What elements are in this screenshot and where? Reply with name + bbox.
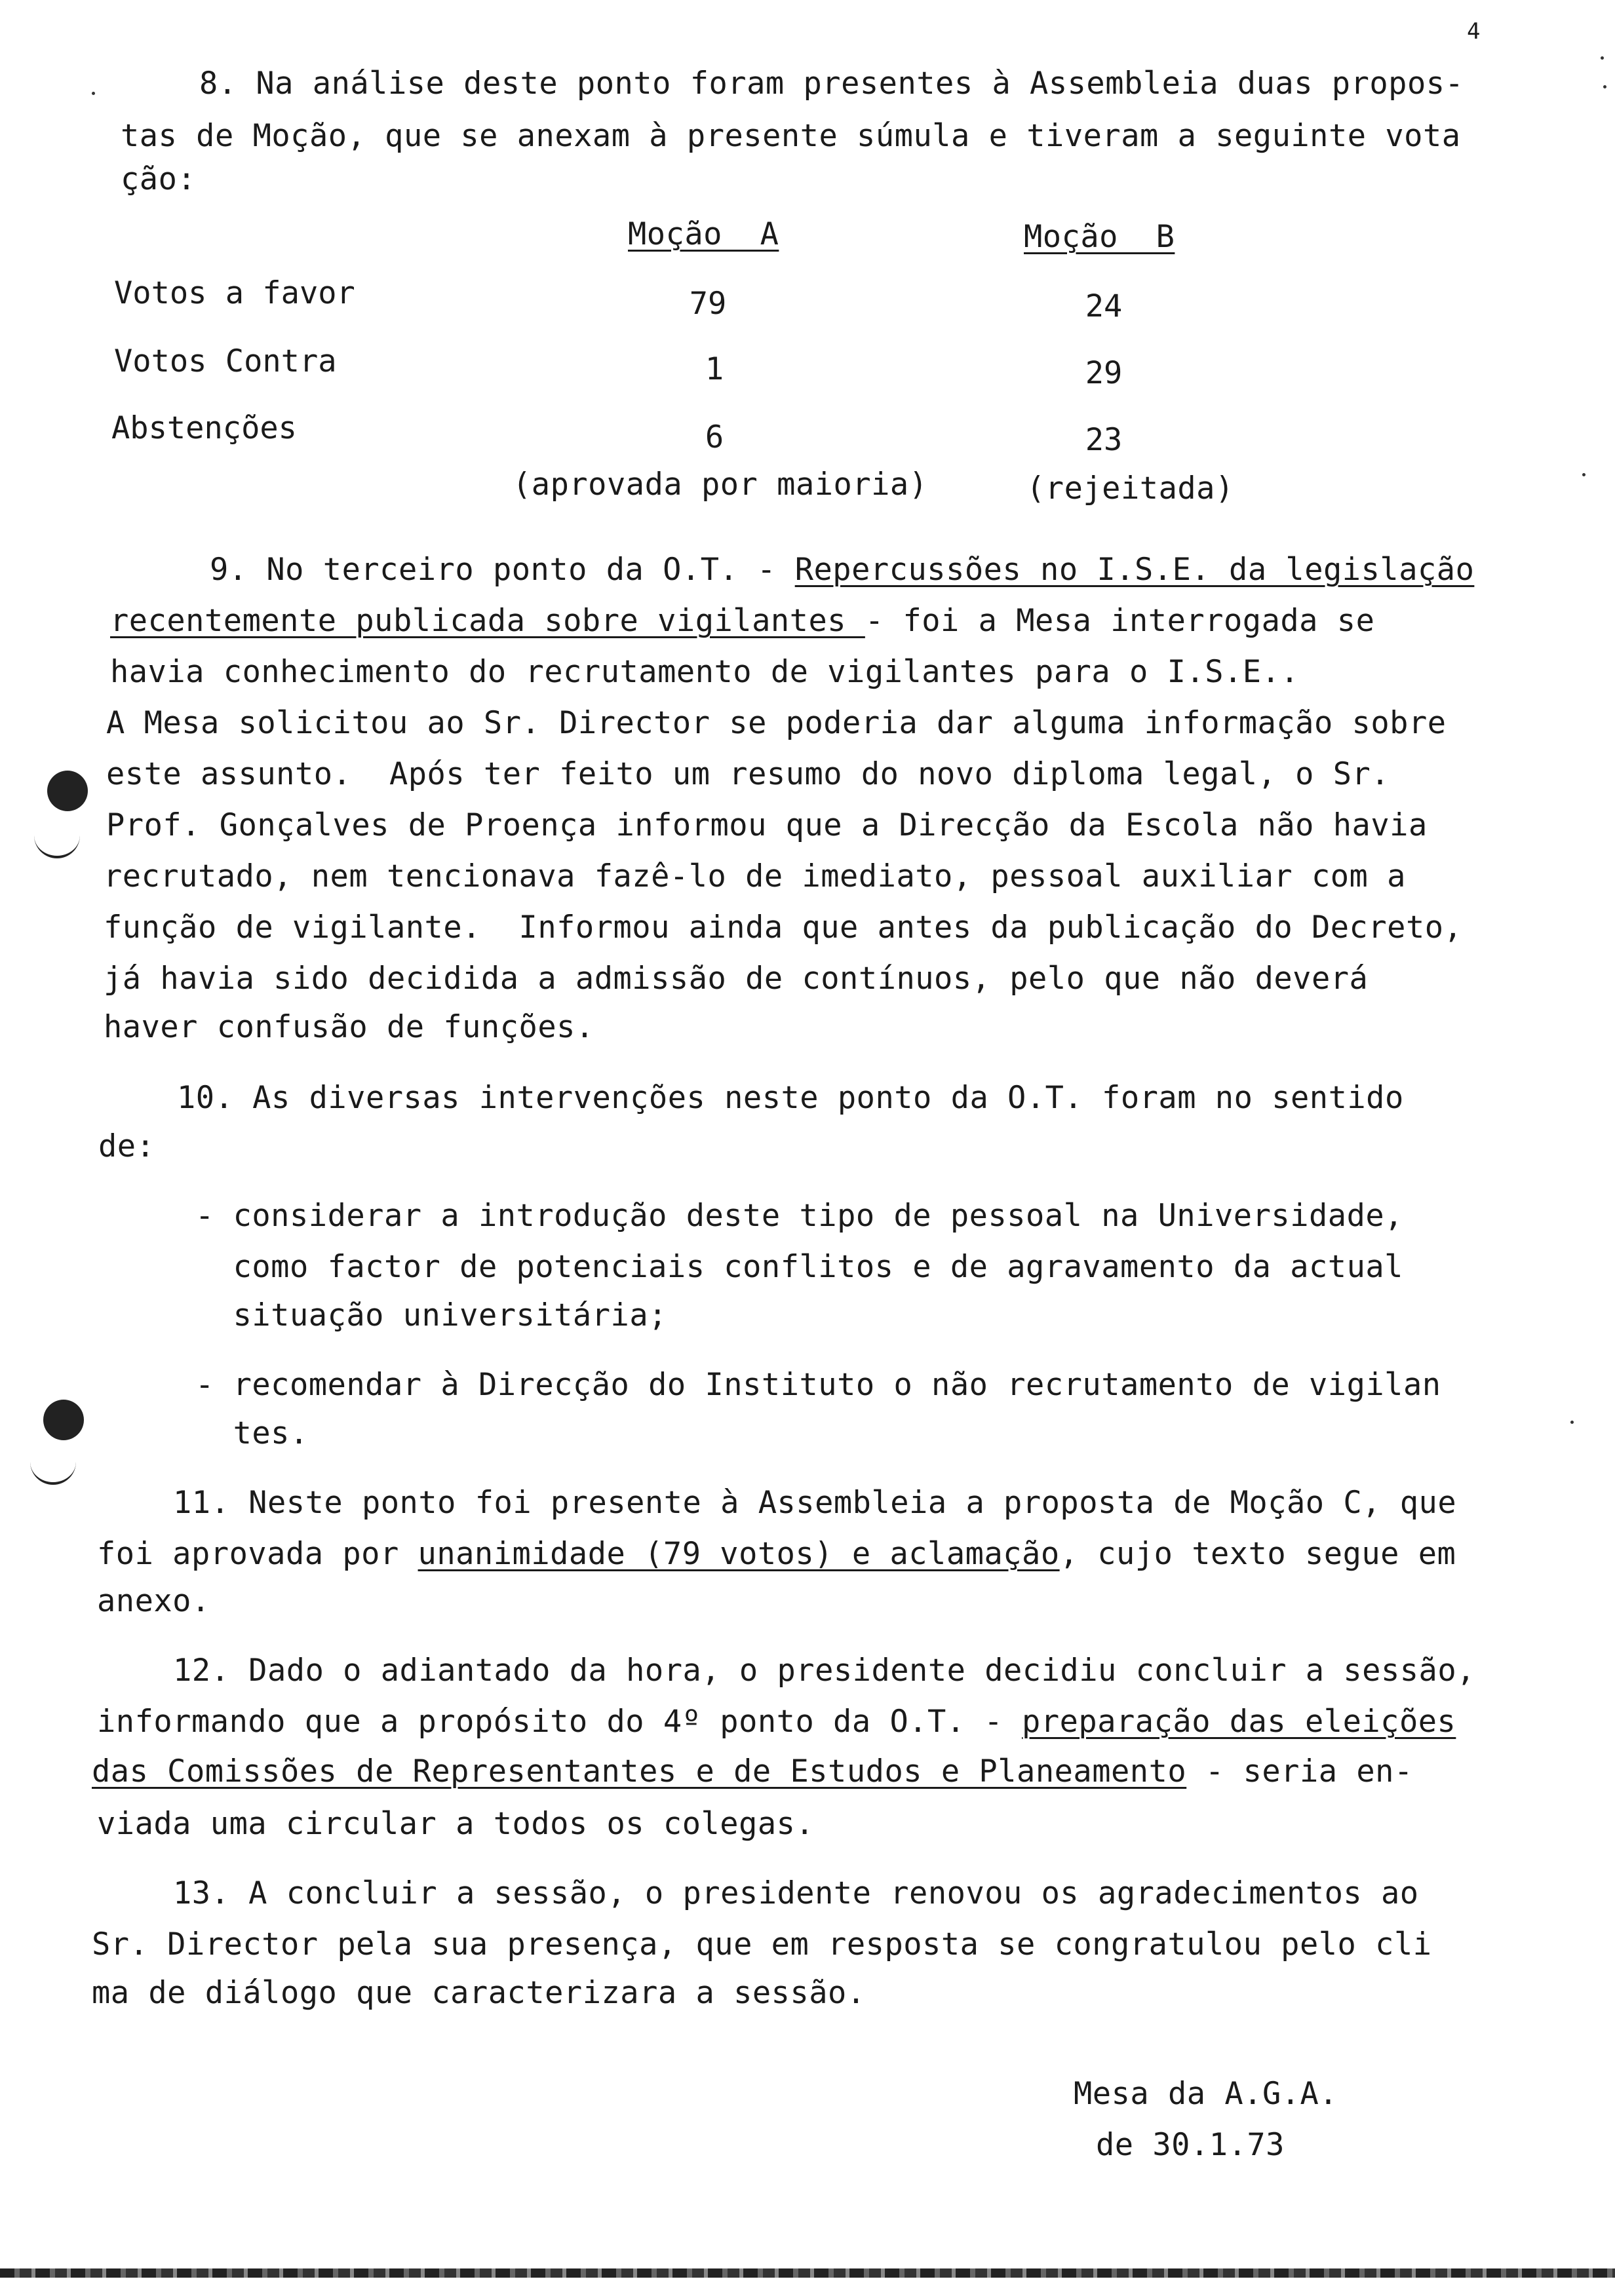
p9-line-7: recrutado, nem tencionava fazê-lo de imediato, pessoal auxiliar com a (104, 858, 1406, 894)
p10-line-1: 10. As diversas intervenções neste ponto da O.T. foram no sentido (177, 1080, 1404, 1116)
p10-line-2: de: (98, 1128, 155, 1164)
p12-underlined-topic: preparação das eleições (1022, 1704, 1456, 1740)
signature-line-1: Mesa da A.G.A. (1074, 2076, 1338, 2112)
p9-line-8: função de vigilante. Informou ainda que antes da publicação do Decreto, (104, 909, 1463, 946)
p12-line-3 (92, 1753, 1413, 1789)
vote-label-abstencoes: Abstenções (111, 410, 297, 446)
p10-bullet-2-line-2: tes. (195, 1415, 309, 1451)
scan-speck (1603, 85, 1606, 88)
p10-bullet-1-line-3: situação universitária; (195, 1297, 667, 1333)
p11-underlined-vote: unanimidade (79 votos) e aclamação (418, 1536, 1060, 1572)
scan-speck (1570, 1421, 1574, 1424)
p11-line-2 (97, 1536, 1456, 1572)
vote-b-abstencoes: 23 (1085, 422, 1123, 458)
p9-line-3: havia conhecimento do recrutamento de vigilantes para o I.S.E.. (110, 654, 1300, 690)
p12-underlined-topic-cont: das Comissões de Representantes e de Estudos e Planeamento (92, 1753, 1187, 1789)
p9-line-6: Prof. Gonçalves de Proença informou que a Direcção da Escola não havia (106, 807, 1428, 843)
p11-line-1: 11. Neste ponto foi presente à Assembleia a proposta de Moção C, que (173, 1485, 1457, 1521)
p9-underlined-topic: Repercussões no I.S.E. da legislação (794, 552, 1475, 588)
p9-text-cont: - foi a Mesa interrogada se (865, 603, 1375, 639)
vote-result-b: (rejeitada) (1026, 470, 1234, 507)
p8-line-1: 8. Na análise deste ponto foram presentes à Assembleia duas propos- (199, 66, 1464, 102)
vote-label-favor: Votos a favor (114, 275, 355, 311)
p12-text-cont: - seria en- (1186, 1753, 1413, 1789)
p9-line-2 (110, 603, 1375, 639)
p8-line-2: tas de Moção, que se anexam à presente súmula e tiveram a seguinte vota (121, 118, 1461, 154)
vote-header-mocao-a: Moção A (628, 216, 779, 252)
vote-header-mocao-b: Moção B (1024, 219, 1175, 255)
p12-text: informando que a propósito do 4º ponto da O.T. - (97, 1704, 1022, 1740)
scan-speck (1601, 56, 1604, 60)
p12-line-2 (97, 1704, 1456, 1740)
punch-hole-upper (47, 771, 88, 811)
vote-label-contra: Votos Contra (114, 343, 337, 379)
p9-underlined-topic-cont: recentemente publicada sobre vigilantes (110, 603, 865, 639)
punch-hole-lower (43, 1400, 84, 1440)
p12-line-1: 12. Dado o adiantado da hora, o presidente decidiu concluir a sessão, (173, 1653, 1475, 1689)
signature-line-2: de 30.1.73 (1096, 2127, 1285, 2163)
vote-b-contra: 29 (1085, 355, 1123, 391)
vote-a-contra: 1 (705, 351, 724, 387)
p9-line-4: A Mesa solicitou ao Sr. Director se poderia dar alguma informação sobre (106, 705, 1447, 741)
p9-line-10: haver confusão de funções. (104, 1009, 594, 1045)
scan-speck (92, 92, 95, 95)
punch-hole-upper-arc (34, 830, 80, 858)
vote-result-a: (aprovada por maioria) (513, 467, 928, 503)
vote-b-favor: 24 (1085, 288, 1123, 324)
scan-speck (1582, 473, 1586, 476)
p11-text-cont: , cujo texto segue em (1059, 1536, 1456, 1572)
p9-line-1 (210, 552, 1475, 588)
scanner-edge (0, 2268, 1615, 2278)
p13-line-2: Sr. Director pela sua presença, que em resposta se congratulou pelo cli (92, 1926, 1432, 1962)
p11-line-3: anexo. (97, 1583, 210, 1619)
p11-text: foi aprovada por (97, 1536, 418, 1572)
punch-hole-lower-arc (30, 1456, 76, 1485)
p9-text: 9. No terceiro ponto da O.T. - (210, 552, 795, 588)
p13-line-3: ma de diálogo que caracterizara a sessão. (92, 1975, 866, 2011)
p12-line-4: viada uma circular a todos os colegas. (97, 1806, 815, 1842)
p9-line-5: este assunto. Após ter feito um resumo do novo diploma legal, o Sr. (106, 756, 1390, 792)
p8-line-3: ção: (121, 161, 197, 197)
p10-bullet-2-line-1: - recomendar à Direcção do Instituto o não recrutamento de vigilan (195, 1367, 1441, 1403)
p10-bullet-1-line-2: como factor de potenciais conflitos e de agravamento da actual (195, 1249, 1403, 1285)
vote-a-abstencoes: 6 (705, 419, 724, 455)
p13-line-1: 13. A concluir a sessão, o presidente renovou os agradecimentos ao (173, 1875, 1419, 1911)
p10-bullet-1-line-1: - considerar a introdução deste tipo de pessoal na Universidade, (195, 1198, 1403, 1234)
vote-a-favor: 79 (689, 286, 727, 322)
page-number: 4 (1467, 18, 1481, 45)
p9-line-9: já havia sido decidida a admissão de contínuos, pelo que não deverá (104, 961, 1369, 997)
